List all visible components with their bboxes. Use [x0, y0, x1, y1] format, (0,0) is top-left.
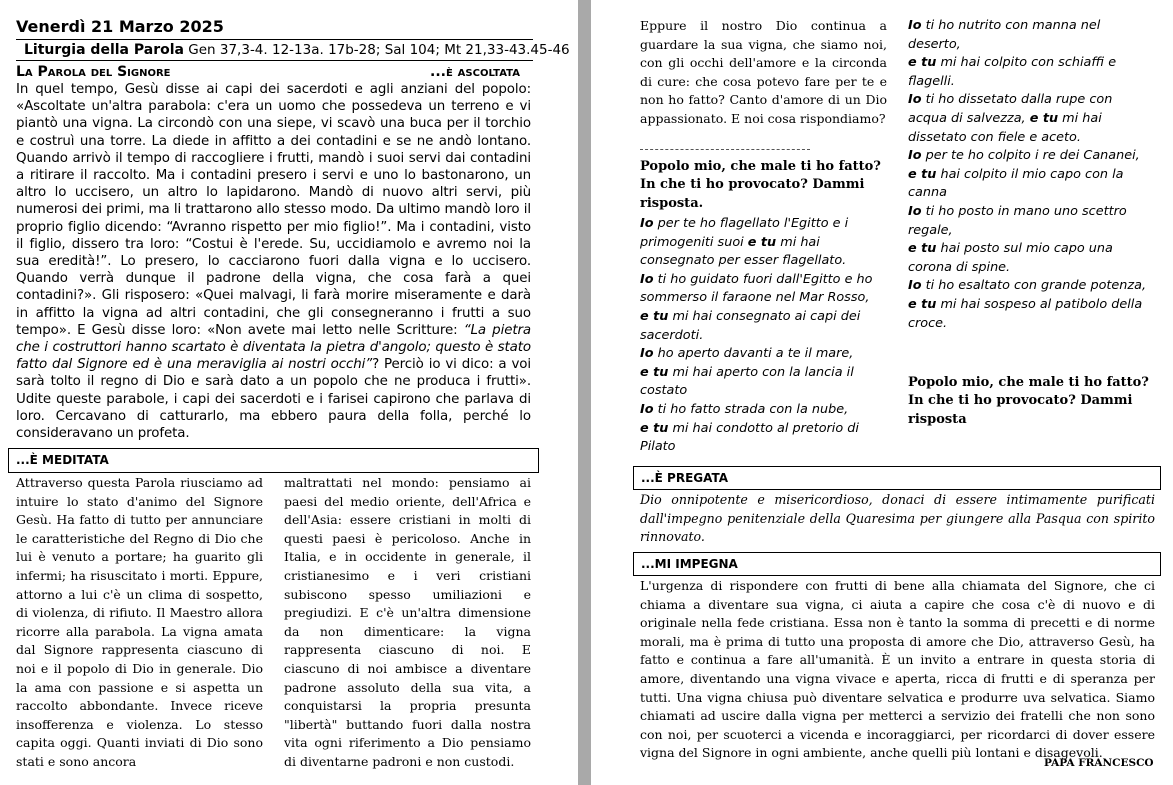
e-tu-word: e tu: [908, 166, 937, 182]
impegna-title: ...MI IMPEGNA: [641, 557, 738, 571]
io-word: Io: [908, 203, 922, 219]
signature: PAPA FRANCESCO: [1044, 757, 1154, 769]
impegna-paragraph: L'urgenza di rispondere con frutti di bene alla chiamata del Signore, che ci chiama a diventare sua vigna, ci aiuta a capire che cosa c'è di nuovo e di originale nella fede cristiana. Essa non è tanto la somma di precetti e di norme morali, ma è prima di tutto una proposta di amore che Dio, attraverso Gesù, ha fatto e continua a fare all'umanità. È un invito a entrare in questa storia di amore, diventando una vigna vivace e aperta, ricca di frutti e di speranza per tutti. Una vigna chiusa può diventare selvatica e produrre uva selvatica. Siamo chiamati ad uscire dalla vigna per metterci a servizio dei fratelli che non sono con noi, per scuoterci a vicenda e incoraggiarci, per ricordarci di dover essere vigna del Signore in ogni ambiente, anche quelli più lontani e disagevoli.: [640, 578, 1155, 761]
dashed-separator: [640, 149, 810, 150]
stanza-line: per te ho colpito i re dei Cananei,: [925, 148, 1140, 164]
e-tu-word: e tu: [640, 420, 669, 436]
stanza-line: ho aperto davanti a te il mare,: [657, 346, 854, 362]
io-word: Io: [640, 401, 654, 417]
meditata-column-1: Attraverso questa Parola riusciamo ad intuire lo stato d'animo del Signore Gesù. Ha fatto di tutto per annunciare le caratteristiche del Regno di Dio che lui è venuto a portare; ha guarito gli infermi; ha risuscitato i morti. Eppure, attorno a lui c'è un clima di sospetto, di violenza, di rifiuto. Il Maestro allora ricorre alla parabola. La vigna amata dal Signore rappresenta ciascuno di noi e il popolo di Dio in generale. Dio la ama con passione e si aspetta un raccolto abbondante. Invece riceve insofferenza e violenza. Lo stesso capita oggi. Quanti inviati di Dio sono stati e sono ancora: [16, 475, 263, 769]
stanza-line: mi hai consegnato ai capi dei sacerdoti.: [640, 308, 861, 343]
pregata-title: ...È PREGATA: [641, 471, 729, 485]
e-tu-word: e tu: [640, 308, 669, 324]
gospel-scripture-quote: “La pietra che i costruttori hanno scartato è diventata la pietra d'angolo; questo è stato fatto dal Signore ed è una meraviglia ai nostri occhi”: [16, 322, 531, 373]
stanza-line: ti ho esaltato con grande potenza,: [925, 278, 1147, 294]
page-gutter: [578, 0, 591, 785]
gospel-text: [16, 81, 531, 442]
stanza-line: hai posto sul mio capo una corona di spine.: [908, 241, 1113, 275]
refrain-first: Popolo mio, che male ti ho fatto? In che ti ho provocato? Dammi risposta.: [640, 159, 881, 211]
e-tu-word: e tu: [640, 364, 669, 380]
stanza-line: ti ho guidato fuori dall'Egitto e ho sommerso il faraone nel Mar Rosso,: [640, 271, 873, 306]
improperia-stanza: [908, 91, 1148, 147]
refrain-second: Popolo mio, che male ti ho fatto? In che ti ho provocato? Dammi risposta: [908, 375, 1149, 427]
stanza-line: per te ho flagellato l'Egitto e i primogeniti suoi: [640, 216, 849, 250]
stanza-line: mi hai consegnato per esser flagellato.: [640, 234, 847, 269]
page-date: Venerdì 21 Marzo 2025: [16, 17, 224, 36]
improperia-stanza: [640, 215, 880, 271]
meditata-section-header: [8, 448, 539, 473]
listened-heading: ...è ascoltata: [430, 64, 520, 80]
meditata-title: ...È MEDITATA: [16, 453, 109, 467]
meditata-column-2: maltrattati nel mondo: pensiamo ai paesi del medio oriente, dell'Africa e dell'Asia: essere cristiani in molti di questi paesi è pericoloso. Anche in Italia, e in occidente in generale, il cristianesimo e i veri cristiani subiscono spesso umiliazioni e pregiudizi. E c'è un'altra dimensione da non dimenticare: la vigna rappresenta ciascuno di noi. E ciascuno di noi ambisce a diventare padrone assoluto della sua vita, a conquistarsi la propria presunta "libertà" buttando fuori dalla nostra vita ogni riferimento a Dio pensiamo di diventarne padroni e non custodi.: [284, 475, 531, 769]
pregata-prayer: Dio onnipotente e misericordioso, donaci di essere intimamente purificati dall'impegno penitenziale della Quaresima per giungere alla Pasqua con spirito rinnovato.: [640, 492, 1155, 545]
liturgy-title: Liturgia della Parola: [24, 42, 184, 58]
improperia-stanza: [640, 271, 880, 345]
improperia-stanza: [908, 147, 1148, 203]
stanza-line: mi hai condotto al pretorio di Pilato: [640, 420, 859, 455]
liturgy-references: Gen 37,3-4. 12-13a. 17b-28; Sal 104; Mt 21,33-43.45-46: [188, 42, 570, 58]
improperia-stanza: [640, 401, 880, 457]
stanza-line: ti ho nutrito con manna nel deserto,: [908, 18, 1101, 52]
io-word: Io: [908, 148, 922, 164]
stanza-line: ti ho dissetato dalla rupe con acqua di salvezza,: [908, 92, 1113, 126]
improperia-stanza: [908, 17, 1148, 91]
liturgy-rule: [16, 60, 533, 61]
stanza-line: mi hai sospeso al patibolo della croce.: [908, 296, 1143, 331]
impegna-section-header: [633, 552, 1161, 576]
header-rule: [16, 39, 533, 40]
io-word: Io: [908, 92, 922, 108]
io-word: Io: [640, 271, 654, 287]
stanza-line: ti ho posto in mano uno scettro regale,: [908, 203, 1127, 238]
improperia-stanza: [640, 345, 880, 401]
io-word: Io: [640, 216, 654, 231]
improperia-column-1: [640, 215, 880, 457]
stanza-line: mi hai dissetato con fiele e aceto.: [908, 110, 1102, 145]
stanza-line: ti ho fatto strada con la nube,: [657, 401, 849, 417]
e-tu-word: e tu: [908, 296, 937, 312]
improperia-stanza: [908, 277, 1148, 333]
liturgy-heading: [24, 42, 570, 58]
gospel-part-1: In quel tempo, Gesù disse ai capi dei sacerdoti e agli anziani del popolo: «Ascoltate un'altra parabola: c'era un uomo che possedeva un terreno e vi piantò una vigna. La circondò con una siepe, vi scavò una buca per il torchio e costruì una torre. La diede in affitto a dei contadini e se ne andò lontano. Quando arrivò il tempo di raccogliere i frutti, mandò i suoi servi dai contadini a ritirare il raccolto. Ma i contadini presero i servi e uno lo bastonarono, un altro lo uccisero, un altro lo lapidarono. Mandò di nuovo altri servi, più numerosi dei primi, ma li trattarono allo stesso modo. Da ultimo mandò loro il proprio figlio dicendo: “Avranno rispetto per mio figlio!”. Ma i contadini, visto il figlio, dissero tra loro: “Costui è l'erede. Su, uccidiamolo e avremo noi la sua eredità!”. Lo presero, lo cacciarono fuori dalla vigna e lo uccisero. Quando verrà dunque il padrone della vigna, che cosa farà a quei contadini?». Gli risposero: «Quei malvagi, li farà morire miseramente e darà in affitto la vigna ad altri contadini, che gli consegneranno i frutti a suo tempo». E Gesù disse loro: «Non avete mai letto nelle Scritture:: [16, 82, 531, 338]
stanza-line: mi hai aperto con la lancia il costato: [640, 364, 854, 399]
gospel-part-2: ? Perciò io vi dico: a voi sarà tolto il regno di Dio e sarà dato a un popolo che ne produca i frutti». Udite queste parabole, i capi dei sacerdoti e i farisei capirono che parlava di loro. Cercavano di catturarlo, ma ebbero paura della folla, perché lo consideravano un profeta.: [16, 357, 531, 442]
io-word: Io: [908, 278, 922, 294]
e-tu-word: e tu: [747, 234, 777, 250]
e-tu-word: e tu: [908, 241, 937, 257]
e-tu-word: e tu: [908, 55, 937, 71]
word-of-lord-heading: La Parola del Signore: [16, 64, 171, 80]
e-tu-word: e tu: [1029, 110, 1059, 126]
io-word: Io: [640, 346, 654, 362]
io-word: Io: [908, 18, 922, 33]
pregata-section-header: [633, 466, 1161, 490]
improperia-column-2: [908, 17, 1148, 333]
stanza-line: hai colpito il mio capo con la canna: [908, 166, 1124, 201]
improperia-stanza: [908, 203, 1148, 277]
stanza-line: mi hai colpito con schiaffi e flagelli.: [908, 55, 1117, 89]
intro-paragraph: Eppure il nostro Dio continua a guardare la sua vigna, che siamo noi, con gli occhi dell'amore e la circonda di cure: che cosa potevo fare per te e non ho fatto? Canto d'amore di un Dio appassionato. E noi cosa rispondiamo?: [640, 18, 887, 126]
